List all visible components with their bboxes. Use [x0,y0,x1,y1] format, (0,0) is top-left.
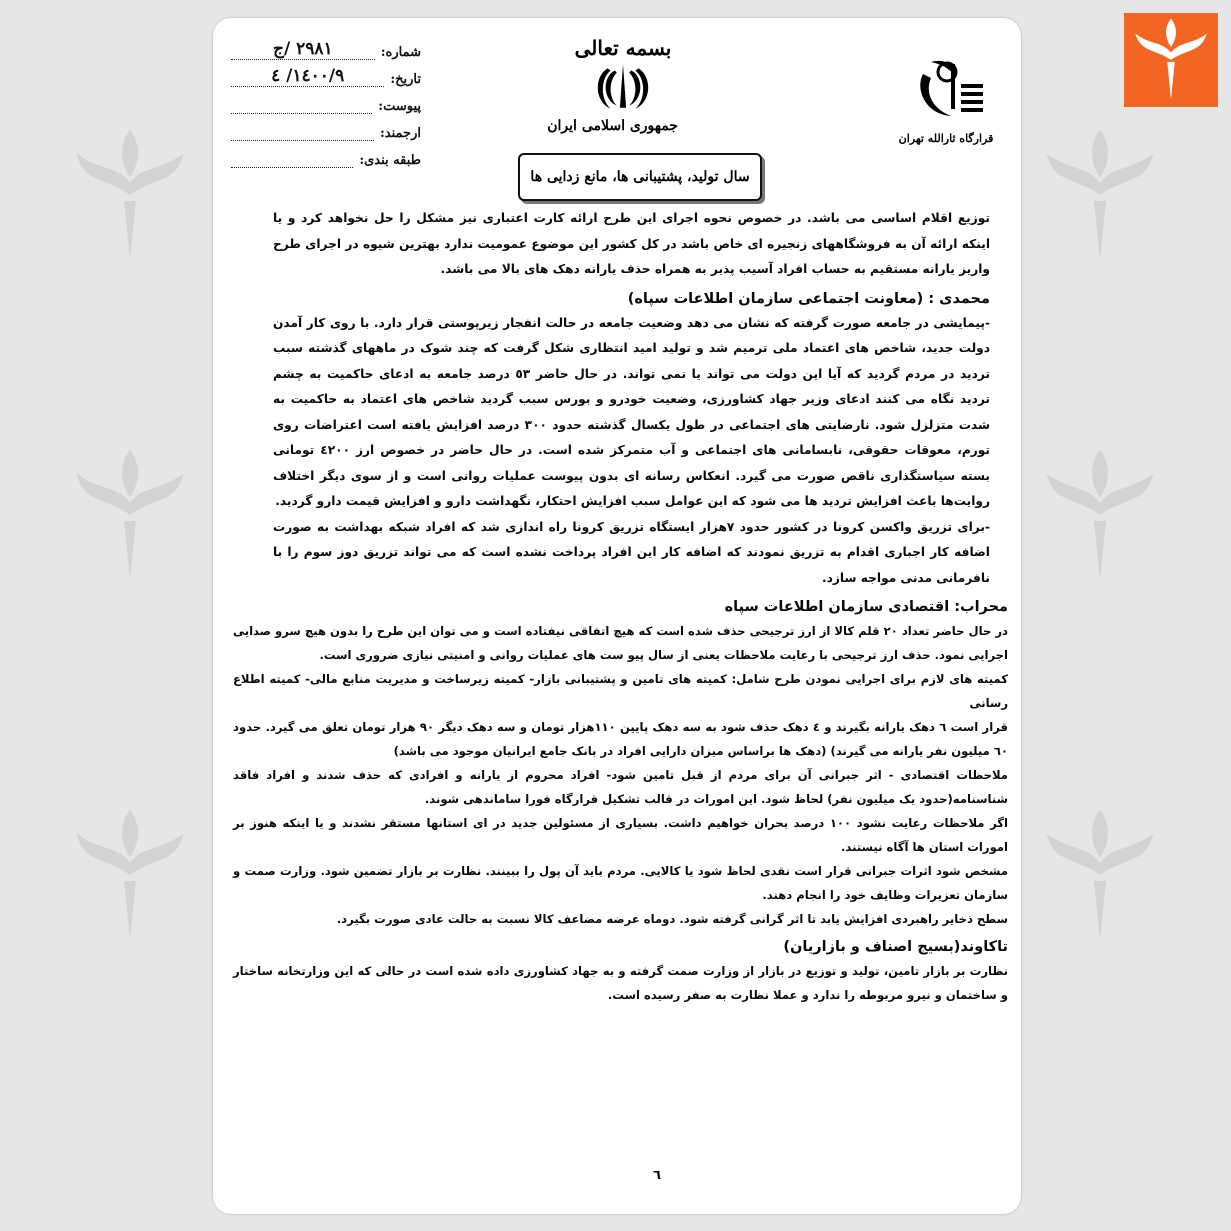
document-page [213,18,1021,1214]
republic-title: جمهوری اسلامی ایران [547,118,678,134]
watermark-torch-icon [1040,810,1160,940]
year-slogan: سال تولید، پشتیبانی ها، مانع زدایی ها [530,169,750,185]
page-number: ٦ [653,1168,661,1183]
bismillah-text: بسمه تعالی [574,36,672,60]
watermark-torch-icon [1040,130,1160,260]
watermark-torch-icon [70,810,190,940]
section-2-paragraph-6: مشخص شود اثرات جبرانی قرار است نقدی لحاظ شود یا کالایی. مردم باید آن پول را ببینند. نظارت بر بازار تضمین شود. وزارت صمت و سازمان تعزیرات وظایف خود را انجام دهند. [233,864,1008,902]
irgc-header [891,44,1001,145]
meta-classification: طبقه بندی: [231,144,421,168]
watermark-torch-icon [1040,450,1160,580]
section-1-paragraph-1: -پیمایشی در جامعه صورت گرفته که نشان می دهد وضعیت جامعه در حالت انفجار زیرپوستی قرار دارد. با روی کار آمدن دولت جدید، شاخص های اعتماد ملی ترمیم شد و تولید امید انتظاری شکل گرفت که چند شوک در ماههای گذشته سبب تردید در مردم گردید که آیا این دولت می تواند یا نمی تواند. در حال حاضر ٥٣ درصد جامعه به ادعای حاکمیت به چشم تردید نگاه می کنند ادعای وزیر جهاد کشاورزی، وضعیت خودرو و بورس سبب گردید شاخص های اعتماد به حاکمیت به شدت متزلزل شود. نارضایتی های اجتماعی در طول یکسال گذشته حدود ٣٠٠ درصد افزایش یافته است اعتراضات روی تورم، معوقات حقوقی، نابسامانی های اجتماعی و آب متمرکز شده است. در حال حاضر در خصوص ارز ٤٢٠٠ تومانی بسته سیاستگذاری ناقص صورت می گیرد. انعکاس رسانه ای بدون پیوست عملیات روانی است و از سوی دیگر اختلاف روایت‌ها باعث افزایش تردید ها می شود که این عوامل سبب افزایش احتکار، نگهداشت دارو و افزایش قیمت دارو گردید. [273,315,991,508]
section-2-heading: محراب: اقتصادی سازمان اطلاعات سپاه [724,599,1008,615]
section-2-paragraph-3: قرار است ٦ دهک یارانه بگیرند و ٤ دهک حذف شود به سه دهک پایین ١١٠هزار تومان و سه دهک دیگر ٩٠ هزار تومان تعلق می گیرد. حدود ٦٠ میلیون نفر یارانه می گیرند) (دهک ها براساس میزان دارایی افراد در بانک جامع ایرانیان موجود می باشد) [233,720,1008,758]
watermark-torch-icon [70,130,190,260]
section-2-paragraph-1: در حال حاضر تعداد ٢٠ قلم کالا از ارز ترجیحی حذف شده است که هیچ اتفاقی نیفتاده است و می توان این طرح را بدون هیچ سرو صدایی اجرایی نمود. حذف ارز ترجیحی با رعایت ملاحظات یعنی از سال پیو ست های عملیات روانی و امنیتی نیازی ضروری است. [233,624,1008,662]
section-2-paragraph-4: ملاحظات اقتصادی - اثر جبرانی آن برای مردم از قبل تامین شود- افراد محروم از یارانه و افرادی که حذف شدند و افراد فاقد شناسنامه(حدود یک میلیون نفر) لحاظ شود. این امورات در قالب تشکیل قرارگاه فورا ساماندهی شوند. [233,768,1008,806]
section-2-paragraph-5: اگر ملاحظات رعایت نشود ١٠٠ درصد بحران خواهیم داشت. بسیاری از مسئولین جدید در ای استانها مستقر نشدند و یا اینکه هنوز بر امورات استان ها آگاه نیستند. [233,816,1008,854]
irgc-emblem-icon [901,44,991,124]
section-2-paragraph-7: سطح ذخایر راهبردی افزایش یابد تا اثر گرانی گرفته شود. دوماه عرضه مضاعف کالا نسبت به حالت عادی صورت بگیرد. [336,912,1008,926]
section-1-heading: محمدی : (معاونت اجتماعی سازمان اطلاعات سپاه) [627,290,990,307]
section-1-paragraph-2: -برای تزریق واکسن کرونا در کشور حدود ٧هزار ایستگاه تزریق کرونا راه اندازی شد که افراد شبکه بهداشت به صورت اضافه کار اجباری اقدام به تزریق نمودند که اضافه کار این افراد پرداخت نشده است که می تواند تزریق دوز سوم را با نافرمانی مدنی مواجه سازد. [273,519,990,585]
section-2 [233,599,1008,1007]
meta-attachment: پیوست: [231,90,421,114]
rfe-logo-icon [1124,13,1218,107]
year-slogan-box [518,153,762,201]
section-3-heading: تاکاوند(بسیج اصناف و بازاریان) [783,939,1008,955]
iran-emblem-icon [592,60,654,112]
meta-ref: ارجمند: [231,117,421,141]
republic-header [547,36,678,134]
letter-meta [231,36,421,171]
letter-body [213,206,1008,1007]
watermark-torch-icon [70,450,190,580]
irgc-caption: قرارگاه ثارالله تهران [898,132,994,145]
meta-number: شماره: ٢٩٨١ /ج [231,36,421,60]
meta-date: تاریخ: ١٤٠٠/٩/ ٤ [231,63,421,87]
section-2-paragraph-2: کمیته های لازم برای اجرایی نمودن طرح شامل: کمیته های تامین و پشتیبانی بازار- کمیته زیرساخت و مدیریت منابع مالی- کمیته اطلاع رسانی [233,672,1008,710]
intro-paragraph: توزیع اقلام اساسی می باشد. در خصوص نحوه اجرای این طرح ارائه کارت اعتباری نیز مشکل را حل نخواهد کرد و یا اینکه ارائه آن به فروشگاههای زنجیره ای خاص باشد در کل کشور این موضوع عمومیت ندارد بهترین شیوه در اجرای طرح واریز یارانه مستقیم به حساب افراد آسیب پذیر به همراه حذف یارانه دهک های بالا می باشد. [273,211,990,276]
section-3-paragraph-1: نظارت بر بازار تامین، تولید و توزیع در بازار از وزارت صمت گرفته و به جهاد کشاورزی داده شده است در حالی که این وزارتخانه ساختار و ساختمان و نیرو مربوطه را ندارد و عملا نظارت به صفر رسیده است. [233,964,1008,1002]
section-1 [273,206,990,591]
